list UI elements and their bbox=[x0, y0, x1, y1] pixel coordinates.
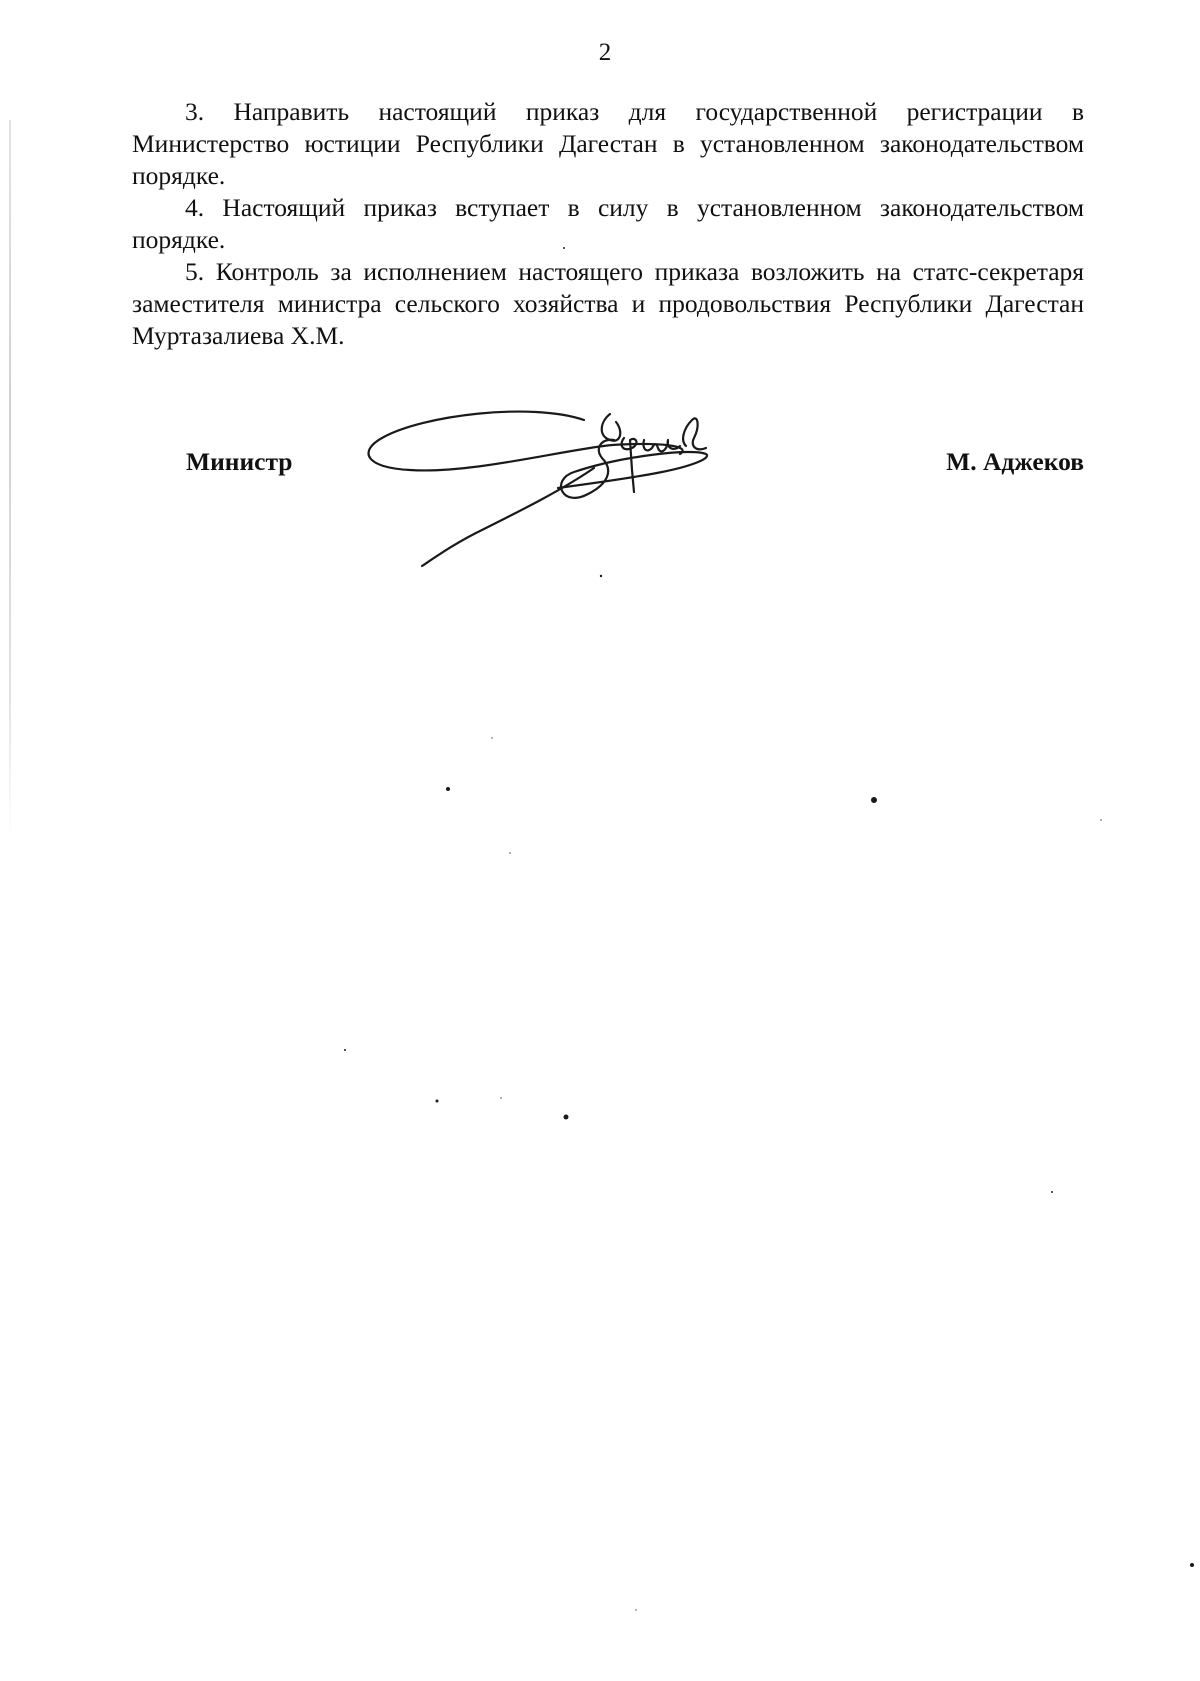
signatory-name: М. Аджеков bbox=[946, 447, 1084, 476]
scan-edge-shadow bbox=[9, 120, 11, 840]
page-number: 2 bbox=[598, 39, 612, 66]
paragraph-4: 4. Настоящий приказ вступает в силу в установленном законодательством порядке. bbox=[132, 193, 1084, 254]
paragraph-3: 3. Направить настоящий приказ для государственной регистрации в Министерство юстиции Республики Дагестан в установленном законодательством порядке. bbox=[132, 97, 1084, 190]
signatory-title: Министр bbox=[186, 447, 293, 476]
handwritten-signature bbox=[362, 410, 862, 600]
signature-block bbox=[132, 410, 1084, 600]
paragraph-5: 5. Контроль за исполнением настоящего приказа возложить на статс-секретаря заместителя министра сельского хозяйства и продовольствия Республики Дагестан Муртазалиева Х.М. bbox=[132, 257, 1084, 350]
document-body bbox=[132, 96, 1084, 352]
